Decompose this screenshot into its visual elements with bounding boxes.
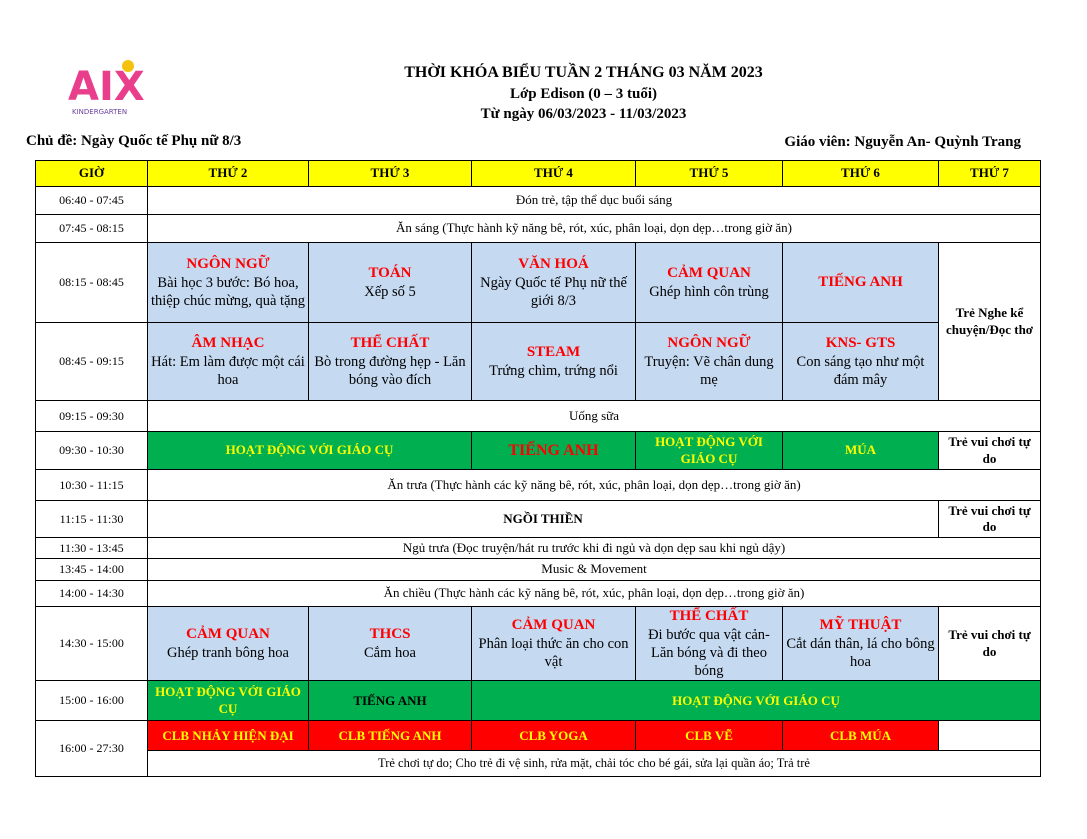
- time-cell: 13:45 - 14:00: [36, 559, 148, 581]
- lesson-desc: Ngày Quốc tế Phụ nữ thế giới 8/3: [480, 274, 627, 309]
- table-row: [36, 607, 1041, 681]
- time-cell: 09:30 - 10:30: [36, 432, 148, 470]
- table-row: [36, 501, 1041, 538]
- table-row: [36, 581, 1041, 607]
- activity-cell: HOẠT ĐỘNG VỚI GIÁO CỤ: [636, 432, 783, 470]
- lesson-cell: [636, 323, 783, 401]
- lesson-subject: TOÁN: [368, 265, 412, 282]
- logo-caption: KINDERGARTEN: [72, 108, 128, 116]
- lesson-desc: Đi bước qua vật cản-Lăn bóng và đi theo bóng: [648, 626, 770, 679]
- timetable: [35, 160, 1041, 777]
- topic-label: Chủ đề: Ngày Quốc tế Phụ nữ 8/3: [26, 133, 242, 149]
- time-cell: 06:40 - 07:45: [36, 187, 148, 215]
- teacher-label: Giáo viên: Nguyễn An- Quỳnh Trang: [784, 134, 1021, 150]
- lesson-cell: [636, 243, 783, 323]
- lesson-desc: Xếp số 5: [364, 283, 416, 300]
- header-sat: THỨ 7: [939, 161, 1041, 187]
- class-name: Lớp Edison (0 – 3 tuổi): [509, 86, 658, 102]
- table-row: [36, 559, 1041, 581]
- time-cell: 11:30 - 13:45: [36, 538, 148, 559]
- lesson-desc: Hát: Em làm được một cái hoa: [151, 353, 305, 388]
- lesson-cell: [472, 243, 636, 323]
- header-fri: THỨ 6: [783, 161, 939, 187]
- lesson-desc: Con sáng tạo như một đám mây: [796, 353, 925, 388]
- lesson-subject: ÂM NHẠC: [191, 335, 265, 351]
- table-row: [36, 323, 1041, 401]
- lesson-subject: TIẾNG ANH: [818, 274, 903, 291]
- activity-cell: NGỒI THIỀN: [148, 501, 939, 538]
- saturday-activity: Trẻ vui chơi tự do: [939, 607, 1041, 681]
- activity-cell: Ăn sáng (Thực hành kỹ năng bê, rót, xúc, phân loại, dọn dẹp…trong giờ ăn): [148, 215, 1041, 243]
- time-cell: 07:45 - 08:15: [36, 215, 148, 243]
- activity-cell: Ăn chiều (Thực hành các kỹ năng bê, rót, xúc, phân loại, dọn dẹp…trong giờ ăn): [148, 581, 1041, 607]
- header-wed: THỨ 4: [472, 161, 636, 187]
- lesson-subject: THCS: [369, 626, 411, 643]
- activity-cell: HOẠT ĐỘNG VỚI GIÁO CỤ: [472, 681, 1041, 721]
- lesson-desc: Trứng chìm, trứng nổi: [489, 362, 618, 379]
- club-cell: CLB TIẾNG ANH: [309, 721, 472, 751]
- table-row: [36, 538, 1041, 559]
- club-cell: CLB YOGA: [472, 721, 636, 751]
- lesson-subject: CẢM QUAN: [511, 617, 596, 634]
- lesson-cell: [148, 243, 309, 323]
- time-cell: 11:15 - 11:30: [36, 501, 148, 538]
- lesson-subject: CẢM QUAN: [186, 626, 270, 643]
- lesson-desc: Ghép tranh bông hoa: [166, 644, 289, 661]
- lesson-subject: MỸ THUẬT: [819, 617, 902, 634]
- lesson-subject: CẢM QUAN: [667, 265, 751, 282]
- activity-cell: Đón trẻ, tập thể dục buổi sáng: [148, 187, 1041, 215]
- saturday-activity: Trẻ vui chơi tự do: [939, 432, 1041, 470]
- header-mon: THỨ 2: [148, 161, 309, 187]
- club-cell: CLB NHẢY HIỆN ĐẠI: [148, 721, 309, 751]
- lesson-cell: [783, 607, 939, 681]
- lesson-subject: NGÔN NGỮ: [186, 256, 270, 272]
- activity-cell: HOẠT ĐỘNG VỚI GIÁO CỤ: [148, 432, 472, 470]
- lesson-subject: KNS- GTS: [825, 335, 896, 351]
- lesson-subject: NGÔN NGỮ: [667, 335, 751, 351]
- table-row: [36, 681, 1041, 721]
- lesson-cell: [309, 323, 472, 401]
- table-row: [36, 721, 1041, 751]
- header-time: GIỜ: [36, 161, 148, 187]
- lesson-subject: STEAM: [526, 344, 581, 361]
- time-cell: 14:00 - 14:30: [36, 581, 148, 607]
- page-title: THỜI KHÓA BIỂU TUẦN 2 THÁNG 03 NĂM 2023: [404, 64, 763, 81]
- table-row: [36, 187, 1041, 215]
- activity-cell: Uống sữa: [148, 401, 1041, 432]
- header-row: [36, 161, 1041, 187]
- activity-cell: Trẻ chơi tự do; Cho trẻ đi vệ sinh, rửa mặt, chải tóc cho bé gái, sửa lại quần áo; Trả trẻ: [148, 751, 1041, 777]
- activity-cell: TIẾNG ANH: [309, 681, 472, 721]
- lesson-cell: [636, 607, 783, 681]
- table-row: [36, 432, 1041, 470]
- saturday-activity: Trẻ Nghe kể chuyện/Đọc thơ: [939, 243, 1041, 401]
- club-cell: CLB VẼ: [636, 721, 783, 751]
- time-cell: 10:30 - 11:15: [36, 470, 148, 501]
- activity-cell: Ngủ trưa (Đọc truyện/hát ru trước khi đi ngủ và dọn dẹp sau khi ngủ dậy): [148, 538, 1041, 559]
- lesson-desc: Cắt dán thân, lá cho bông hoa: [786, 635, 935, 670]
- time-cell: 08:15 - 08:45: [36, 243, 148, 323]
- table-row: [36, 215, 1041, 243]
- lesson-desc: Truyện: Vẽ chân dung mẹ: [644, 353, 774, 388]
- activity-cell: Music & Movement: [148, 559, 1041, 581]
- lesson-desc: Bài học 3 bước: Bó hoa, thiệp chúc mừng, quà tặng: [150, 274, 306, 309]
- activity-cell: Ăn trưa (Thực hành các kỹ năng bê, rót, xúc, phân loại, dọn dẹp…trong giờ ăn): [148, 470, 1041, 501]
- time-cell: 15:00 - 16:00: [36, 681, 148, 721]
- table-row: [36, 401, 1041, 432]
- lesson-subject: VĂN HOÁ: [518, 256, 589, 272]
- lesson-cell: [783, 323, 939, 401]
- logo-letters: AIX: [68, 64, 145, 110]
- activity-cell: HOẠT ĐỘNG VỚI GIÁO CỤ: [148, 681, 309, 721]
- empty-cell: [939, 721, 1041, 751]
- lesson-cell: [472, 323, 636, 401]
- time-cell: 08:45 - 09:15: [36, 323, 148, 401]
- lesson-desc: Cắm hoa: [364, 644, 416, 661]
- lesson-desc: Bò trong đường hẹp - Lăn bóng vào đích: [314, 353, 466, 388]
- table-row: [36, 243, 1041, 323]
- table-row: [36, 751, 1041, 777]
- activity-cell: TIẾNG ANH: [472, 432, 636, 470]
- lesson-desc: Phân loại thức ăn cho con vật: [478, 635, 629, 670]
- lesson-cell: [309, 607, 472, 681]
- activity-cell: MÚA: [783, 432, 939, 470]
- lesson-cell: [472, 607, 636, 681]
- club-cell: CLB MÚA: [783, 721, 939, 751]
- table-row: [36, 470, 1041, 501]
- date-range: Từ ngày 06/03/2023 - 11/03/2023: [480, 106, 687, 122]
- header-thu: THỨ 5: [636, 161, 783, 187]
- lesson-cell: [148, 607, 309, 681]
- lesson-cell: [148, 323, 309, 401]
- lesson-subject: THỂ CHẤT: [350, 335, 430, 351]
- time-cell: 14:30 - 15:00: [36, 607, 148, 681]
- saturday-activity: Trẻ vui chơi tự do: [939, 501, 1041, 538]
- header-tue: THỨ 3: [309, 161, 472, 187]
- lesson-desc: Ghép hình côn trùng: [649, 283, 769, 300]
- lesson-subject: THỂ CHẤT: [669, 608, 749, 624]
- lesson-cell: [309, 243, 472, 323]
- time-cell: 16:00 - 27:30: [36, 721, 148, 777]
- lesson-cell: [783, 243, 939, 323]
- time-cell: 09:15 - 09:30: [36, 401, 148, 432]
